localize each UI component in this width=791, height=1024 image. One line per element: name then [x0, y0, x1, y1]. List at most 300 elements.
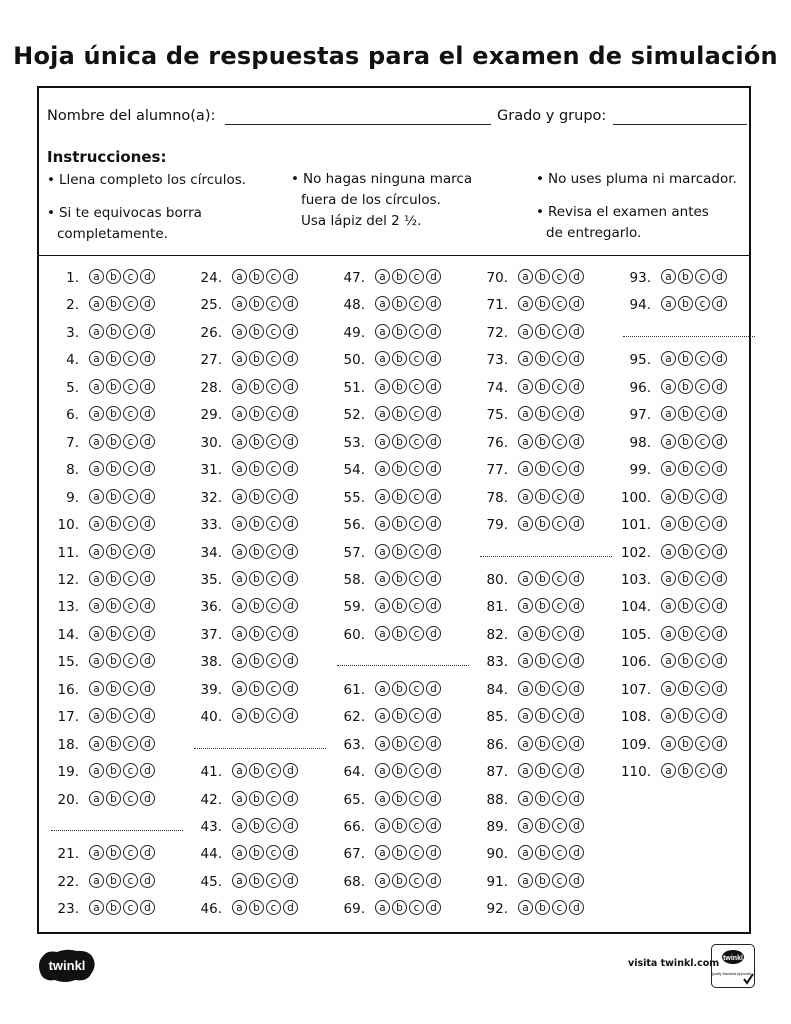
answer-bubble-b[interactable]: b — [535, 434, 550, 449]
answer-bubble-a[interactable]: a — [89, 626, 104, 641]
answer-bubble-a[interactable]: a — [89, 900, 104, 915]
answer-bubble-b[interactable]: b — [535, 406, 550, 421]
answer-bubble-b[interactable]: b — [392, 626, 407, 641]
answer-bubble-c[interactable]: c — [266, 379, 281, 394]
answer-bubble-a[interactable]: a — [661, 653, 676, 668]
answer-bubble-d[interactable]: d — [283, 434, 298, 449]
answer-bubble-a[interactable]: a — [375, 598, 390, 613]
answer-bubble-d[interactable]: d — [569, 763, 584, 778]
answer-bubble-b[interactable]: b — [392, 681, 407, 696]
answer-bubble-c[interactable]: c — [695, 598, 710, 613]
answer-bubble-a[interactable]: a — [661, 406, 676, 421]
answer-bubble-d[interactable]: d — [426, 324, 441, 339]
answer-bubble-a[interactable]: a — [89, 324, 104, 339]
answer-bubble-c[interactable]: c — [552, 598, 567, 613]
answer-bubble-c[interactable]: c — [695, 296, 710, 311]
answer-bubble-d[interactable]: d — [283, 324, 298, 339]
answer-bubble-c[interactable]: c — [695, 489, 710, 504]
answer-bubble-b[interactable]: b — [535, 489, 550, 504]
answer-bubble-b[interactable]: b — [535, 763, 550, 778]
answer-bubble-d[interactable]: d — [426, 681, 441, 696]
answer-bubble-a[interactable]: a — [232, 379, 247, 394]
answer-bubble-d[interactable]: d — [569, 489, 584, 504]
answer-bubble-d[interactable]: d — [426, 571, 441, 586]
answer-bubble-a[interactable]: a — [232, 489, 247, 504]
answer-bubble-d[interactable]: d — [569, 296, 584, 311]
answer-bubble-b[interactable]: b — [535, 269, 550, 284]
answer-bubble-b[interactable]: b — [249, 900, 264, 915]
answer-bubble-c[interactable]: c — [552, 763, 567, 778]
answer-bubble-b[interactable]: b — [678, 489, 693, 504]
answer-bubble-a[interactable]: a — [518, 626, 533, 641]
answer-bubble-a[interactable]: a — [518, 845, 533, 860]
answer-bubble-a[interactable]: a — [375, 296, 390, 311]
answer-bubble-c[interactable]: c — [409, 571, 424, 586]
answer-bubble-c[interactable]: c — [266, 269, 281, 284]
answer-bubble-b[interactable]: b — [678, 736, 693, 751]
answer-bubble-c[interactable]: c — [552, 626, 567, 641]
answer-bubble-d[interactable]: d — [712, 736, 727, 751]
answer-bubble-a[interactable]: a — [661, 516, 676, 531]
answer-bubble-a[interactable]: a — [375, 269, 390, 284]
answer-bubble-c[interactable]: c — [409, 351, 424, 366]
answer-bubble-d[interactable]: d — [283, 626, 298, 641]
answer-bubble-c[interactable]: c — [409, 845, 424, 860]
answer-bubble-b[interactable]: b — [535, 516, 550, 531]
answer-bubble-b[interactable]: b — [106, 626, 121, 641]
answer-bubble-c[interactable]: c — [695, 461, 710, 476]
answer-bubble-c[interactable]: c — [552, 681, 567, 696]
answer-bubble-d[interactable]: d — [712, 571, 727, 586]
answer-bubble-c[interactable]: c — [552, 461, 567, 476]
answer-bubble-d[interactable]: d — [569, 818, 584, 833]
answer-bubble-c[interactable]: c — [123, 434, 138, 449]
answer-bubble-b[interactable]: b — [249, 791, 264, 806]
answer-bubble-c[interactable]: c — [695, 708, 710, 723]
answer-bubble-d[interactable]: d — [426, 296, 441, 311]
answer-bubble-a[interactable]: a — [518, 269, 533, 284]
answer-bubble-b[interactable]: b — [249, 351, 264, 366]
answer-bubble-a[interactable]: a — [232, 626, 247, 641]
answer-bubble-d[interactable]: d — [569, 791, 584, 806]
answer-bubble-c[interactable]: c — [409, 626, 424, 641]
answer-bubble-d[interactable]: d — [569, 269, 584, 284]
answer-bubble-d[interactable]: d — [140, 873, 155, 888]
answer-bubble-d[interactable]: d — [426, 544, 441, 559]
answer-bubble-d[interactable]: d — [426, 434, 441, 449]
answer-bubble-a[interactable]: a — [375, 434, 390, 449]
answer-bubble-d[interactable]: d — [283, 544, 298, 559]
answer-bubble-c[interactable]: c — [266, 434, 281, 449]
answer-bubble-c[interactable]: c — [123, 489, 138, 504]
answer-bubble-d[interactable]: d — [140, 791, 155, 806]
answer-bubble-a[interactable]: a — [518, 708, 533, 723]
answer-bubble-a[interactable]: a — [89, 461, 104, 476]
answer-bubble-b[interactable]: b — [392, 736, 407, 751]
answer-bubble-d[interactable]: d — [426, 598, 441, 613]
answer-bubble-b[interactable]: b — [535, 598, 550, 613]
answer-bubble-d[interactable]: d — [283, 489, 298, 504]
answer-bubble-b[interactable]: b — [678, 626, 693, 641]
answer-bubble-d[interactable]: d — [426, 379, 441, 394]
answer-bubble-c[interactable]: c — [695, 406, 710, 421]
answer-bubble-d[interactable]: d — [283, 708, 298, 723]
answer-bubble-d[interactable]: d — [140, 516, 155, 531]
answer-bubble-c[interactable]: c — [552, 489, 567, 504]
answer-bubble-d[interactable]: d — [140, 763, 155, 778]
answer-bubble-d[interactable]: d — [712, 351, 727, 366]
answer-bubble-b[interactable]: b — [535, 900, 550, 915]
answer-bubble-a[interactable]: a — [89, 269, 104, 284]
answer-bubble-d[interactable]: d — [426, 489, 441, 504]
answer-bubble-b[interactable]: b — [106, 516, 121, 531]
answer-bubble-c[interactable]: c — [266, 681, 281, 696]
answer-bubble-a[interactable]: a — [89, 434, 104, 449]
answer-bubble-a[interactable]: a — [518, 900, 533, 915]
answer-bubble-b[interactable]: b — [392, 571, 407, 586]
answer-bubble-d[interactable]: d — [140, 845, 155, 860]
answer-bubble-b[interactable]: b — [106, 406, 121, 421]
answer-bubble-a[interactable]: a — [661, 626, 676, 641]
answer-bubble-d[interactable]: d — [569, 461, 584, 476]
answer-bubble-b[interactable]: b — [106, 489, 121, 504]
answer-bubble-b[interactable]: b — [535, 845, 550, 860]
answer-bubble-c[interactable]: c — [409, 598, 424, 613]
answer-bubble-a[interactable]: a — [375, 351, 390, 366]
answer-bubble-a[interactable]: a — [232, 406, 247, 421]
answer-bubble-d[interactable]: d — [712, 598, 727, 613]
answer-bubble-d[interactable]: d — [569, 845, 584, 860]
answer-bubble-b[interactable]: b — [249, 763, 264, 778]
answer-bubble-b[interactable]: b — [392, 900, 407, 915]
answer-bubble-d[interactable]: d — [140, 544, 155, 559]
answer-bubble-b[interactable]: b — [249, 818, 264, 833]
answer-bubble-b[interactable]: b — [678, 296, 693, 311]
answer-bubble-a[interactable]: a — [89, 681, 104, 696]
answer-bubble-a[interactable]: a — [89, 653, 104, 668]
answer-bubble-a[interactable]: a — [89, 351, 104, 366]
answer-bubble-c[interactable]: c — [123, 708, 138, 723]
answer-bubble-a[interactable]: a — [232, 708, 247, 723]
answer-bubble-d[interactable]: d — [283, 406, 298, 421]
answer-bubble-b[interactable]: b — [678, 598, 693, 613]
answer-bubble-b[interactable]: b — [392, 461, 407, 476]
answer-bubble-c[interactable]: c — [695, 269, 710, 284]
answer-bubble-b[interactable]: b — [106, 900, 121, 915]
answer-bubble-d[interactable]: d — [426, 708, 441, 723]
answer-bubble-d[interactable]: d — [426, 461, 441, 476]
answer-bubble-c[interactable]: c — [123, 736, 138, 751]
answer-bubble-d[interactable]: d — [140, 406, 155, 421]
answer-bubble-c[interactable]: c — [266, 818, 281, 833]
answer-bubble-d[interactable]: d — [426, 516, 441, 531]
answer-bubble-d[interactable]: d — [569, 571, 584, 586]
answer-bubble-b[interactable]: b — [678, 544, 693, 559]
answer-bubble-c[interactable]: c — [409, 406, 424, 421]
answer-bubble-d[interactable]: d — [569, 406, 584, 421]
answer-bubble-c[interactable]: c — [266, 598, 281, 613]
answer-bubble-b[interactable]: b — [535, 324, 550, 339]
answer-bubble-a[interactable]: a — [232, 324, 247, 339]
answer-bubble-d[interactable]: d — [283, 873, 298, 888]
answer-bubble-a[interactable]: a — [232, 571, 247, 586]
answer-bubble-d[interactable]: d — [140, 681, 155, 696]
answer-bubble-b[interactable]: b — [535, 736, 550, 751]
answer-bubble-b[interactable]: b — [249, 653, 264, 668]
answer-bubble-a[interactable]: a — [89, 873, 104, 888]
answer-bubble-c[interactable]: c — [552, 269, 567, 284]
answer-bubble-d[interactable]: d — [140, 434, 155, 449]
answer-bubble-a[interactable]: a — [518, 324, 533, 339]
answer-bubble-b[interactable]: b — [678, 571, 693, 586]
answer-bubble-a[interactable]: a — [518, 516, 533, 531]
answer-bubble-c[interactable]: c — [123, 461, 138, 476]
answer-bubble-d[interactable]: d — [426, 845, 441, 860]
answer-bubble-a[interactable]: a — [518, 461, 533, 476]
answer-bubble-c[interactable]: c — [123, 516, 138, 531]
answer-bubble-a[interactable]: a — [375, 626, 390, 641]
answer-bubble-a[interactable]: a — [661, 544, 676, 559]
answer-bubble-c[interactable]: c — [266, 845, 281, 860]
answer-bubble-d[interactable]: d — [426, 900, 441, 915]
answer-bubble-d[interactable]: d — [712, 653, 727, 668]
answer-bubble-c[interactable]: c — [409, 900, 424, 915]
answer-bubble-c[interactable]: c — [123, 626, 138, 641]
answer-bubble-a[interactable]: a — [661, 708, 676, 723]
answer-bubble-d[interactable]: d — [569, 708, 584, 723]
answer-bubble-a[interactable]: a — [89, 296, 104, 311]
answer-bubble-a[interactable]: a — [661, 763, 676, 778]
answer-bubble-b[interactable]: b — [678, 434, 693, 449]
answer-bubble-c[interactable]: c — [123, 296, 138, 311]
answer-bubble-c[interactable]: c — [409, 296, 424, 311]
answer-bubble-c[interactable]: c — [409, 379, 424, 394]
answer-bubble-b[interactable]: b — [535, 296, 550, 311]
answer-bubble-d[interactable]: d — [283, 900, 298, 915]
answer-bubble-b[interactable]: b — [249, 681, 264, 696]
answer-bubble-b[interactable]: b — [392, 406, 407, 421]
answer-bubble-c[interactable]: c — [695, 434, 710, 449]
answer-bubble-a[interactable]: a — [375, 489, 390, 504]
answer-bubble-d[interactable]: d — [569, 736, 584, 751]
answer-bubble-c[interactable]: c — [695, 351, 710, 366]
answer-bubble-a[interactable]: a — [661, 379, 676, 394]
answer-bubble-b[interactable]: b — [535, 873, 550, 888]
answer-bubble-a[interactable]: a — [232, 598, 247, 613]
answer-bubble-a[interactable]: a — [661, 351, 676, 366]
answer-bubble-a[interactable]: a — [89, 489, 104, 504]
answer-bubble-c[interactable]: c — [123, 598, 138, 613]
answer-bubble-d[interactable]: d — [712, 708, 727, 723]
answer-bubble-b[interactable]: b — [392, 351, 407, 366]
answer-bubble-b[interactable]: b — [535, 681, 550, 696]
answer-bubble-c[interactable]: c — [123, 406, 138, 421]
answer-bubble-d[interactable]: d — [140, 379, 155, 394]
grade-group-line[interactable] — [613, 124, 747, 125]
answer-bubble-d[interactable]: d — [712, 406, 727, 421]
answer-bubble-b[interactable]: b — [535, 818, 550, 833]
answer-bubble-a[interactable]: a — [232, 818, 247, 833]
answer-bubble-d[interactable]: d — [426, 873, 441, 888]
answer-bubble-b[interactable]: b — [535, 461, 550, 476]
answer-bubble-c[interactable]: c — [266, 873, 281, 888]
answer-bubble-c[interactable]: c — [552, 296, 567, 311]
answer-bubble-b[interactable]: b — [249, 845, 264, 860]
answer-bubble-b[interactable]: b — [678, 406, 693, 421]
answer-bubble-c[interactable]: c — [409, 818, 424, 833]
answer-bubble-b[interactable]: b — [249, 489, 264, 504]
answer-bubble-d[interactable]: d — [569, 379, 584, 394]
answer-bubble-d[interactable]: d — [140, 708, 155, 723]
answer-bubble-c[interactable]: c — [123, 351, 138, 366]
answer-bubble-d[interactable]: d — [283, 598, 298, 613]
answer-bubble-d[interactable]: d — [569, 434, 584, 449]
answer-bubble-c[interactable]: c — [123, 571, 138, 586]
answer-bubble-a[interactable]: a — [518, 681, 533, 696]
answer-bubble-c[interactable]: c — [695, 626, 710, 641]
answer-bubble-c[interactable]: c — [552, 653, 567, 668]
answer-bubble-d[interactable]: d — [712, 489, 727, 504]
answer-bubble-c[interactable]: c — [409, 324, 424, 339]
answer-bubble-b[interactable]: b — [392, 708, 407, 723]
answer-bubble-c[interactable]: c — [409, 736, 424, 751]
answer-bubble-d[interactable]: d — [140, 351, 155, 366]
answer-bubble-a[interactable]: a — [232, 516, 247, 531]
answer-bubble-b[interactable]: b — [678, 351, 693, 366]
answer-bubble-b[interactable]: b — [535, 708, 550, 723]
answer-bubble-a[interactable]: a — [518, 763, 533, 778]
answer-bubble-d[interactable]: d — [569, 324, 584, 339]
answer-bubble-a[interactable]: a — [89, 516, 104, 531]
answer-bubble-c[interactable]: c — [409, 544, 424, 559]
answer-bubble-b[interactable]: b — [392, 296, 407, 311]
answer-bubble-a[interactable]: a — [518, 791, 533, 806]
answer-bubble-d[interactable]: d — [283, 296, 298, 311]
answer-bubble-d[interactable]: d — [283, 653, 298, 668]
answer-bubble-a[interactable]: a — [375, 900, 390, 915]
answer-bubble-a[interactable]: a — [518, 818, 533, 833]
answer-bubble-d[interactable]: d — [569, 681, 584, 696]
answer-bubble-a[interactable]: a — [232, 873, 247, 888]
answer-bubble-a[interactable]: a — [375, 873, 390, 888]
answer-bubble-b[interactable]: b — [106, 681, 121, 696]
answer-bubble-b[interactable]: b — [106, 653, 121, 668]
answer-bubble-d[interactable]: d — [426, 269, 441, 284]
answer-bubble-b[interactable]: b — [392, 489, 407, 504]
answer-bubble-c[interactable]: c — [123, 900, 138, 915]
answer-bubble-d[interactable]: d — [283, 516, 298, 531]
answer-bubble-b[interactable]: b — [392, 516, 407, 531]
answer-bubble-b[interactable]: b — [249, 873, 264, 888]
answer-bubble-b[interactable]: b — [249, 544, 264, 559]
answer-bubble-b[interactable]: b — [392, 544, 407, 559]
answer-bubble-c[interactable]: c — [695, 379, 710, 394]
answer-bubble-a[interactable]: a — [518, 571, 533, 586]
answer-bubble-d[interactable]: d — [712, 434, 727, 449]
answer-bubble-b[interactable]: b — [678, 461, 693, 476]
answer-bubble-b[interactable]: b — [678, 763, 693, 778]
answer-bubble-b[interactable]: b — [249, 571, 264, 586]
answer-bubble-b[interactable]: b — [106, 324, 121, 339]
answer-bubble-d[interactable]: d — [712, 763, 727, 778]
answer-bubble-a[interactable]: a — [232, 653, 247, 668]
answer-bubble-d[interactable]: d — [426, 626, 441, 641]
answer-bubble-a[interactable]: a — [375, 763, 390, 778]
answer-bubble-b[interactable]: b — [392, 791, 407, 806]
answer-bubble-a[interactable]: a — [232, 681, 247, 696]
answer-bubble-a[interactable]: a — [661, 736, 676, 751]
student-name-line[interactable] — [225, 124, 491, 125]
answer-bubble-a[interactable]: a — [375, 791, 390, 806]
answer-bubble-b[interactable]: b — [249, 269, 264, 284]
answer-bubble-d[interactable]: d — [283, 818, 298, 833]
answer-bubble-c[interactable]: c — [409, 681, 424, 696]
answer-bubble-c[interactable]: c — [695, 763, 710, 778]
answer-bubble-d[interactable]: d — [426, 818, 441, 833]
answer-bubble-c[interactable]: c — [552, 351, 567, 366]
answer-bubble-a[interactable]: a — [89, 544, 104, 559]
answer-bubble-a[interactable]: a — [375, 516, 390, 531]
answer-bubble-a[interactable]: a — [375, 544, 390, 559]
answer-bubble-c[interactable]: c — [409, 269, 424, 284]
answer-bubble-d[interactable]: d — [426, 736, 441, 751]
answer-bubble-c[interactable]: c — [409, 708, 424, 723]
answer-bubble-b[interactable]: b — [106, 379, 121, 394]
answer-bubble-a[interactable]: a — [89, 598, 104, 613]
answer-bubble-b[interactable]: b — [678, 653, 693, 668]
answer-bubble-c[interactable]: c — [409, 763, 424, 778]
answer-bubble-c[interactable]: c — [552, 571, 567, 586]
answer-bubble-a[interactable]: a — [89, 791, 104, 806]
answer-bubble-d[interactable]: d — [712, 461, 727, 476]
answer-bubble-d[interactable]: d — [712, 516, 727, 531]
answer-bubble-d[interactable]: d — [140, 571, 155, 586]
answer-bubble-d[interactable]: d — [140, 324, 155, 339]
answer-bubble-c[interactable]: c — [552, 516, 567, 531]
answer-bubble-a[interactable]: a — [375, 406, 390, 421]
answer-bubble-a[interactable]: a — [375, 845, 390, 860]
answer-bubble-d[interactable]: d — [426, 791, 441, 806]
answer-bubble-a[interactable]: a — [375, 736, 390, 751]
answer-bubble-a[interactable]: a — [518, 873, 533, 888]
answer-bubble-d[interactable]: d — [140, 653, 155, 668]
answer-bubble-d[interactable]: d — [140, 296, 155, 311]
answer-bubble-c[interactable]: c — [266, 351, 281, 366]
answer-bubble-b[interactable]: b — [249, 516, 264, 531]
answer-bubble-c[interactable]: c — [695, 736, 710, 751]
answer-bubble-c[interactable]: c — [552, 818, 567, 833]
answer-bubble-d[interactable]: d — [283, 269, 298, 284]
answer-bubble-d[interactable]: d — [283, 681, 298, 696]
answer-bubble-b[interactable]: b — [249, 324, 264, 339]
answer-bubble-c[interactable]: c — [552, 324, 567, 339]
answer-bubble-b[interactable]: b — [106, 708, 121, 723]
answer-bubble-a[interactable]: a — [89, 736, 104, 751]
answer-bubble-b[interactable]: b — [106, 461, 121, 476]
answer-bubble-d[interactable]: d — [712, 681, 727, 696]
answer-bubble-d[interactable]: d — [140, 489, 155, 504]
answer-bubble-c[interactable]: c — [123, 873, 138, 888]
answer-bubble-d[interactable]: d — [569, 598, 584, 613]
answer-bubble-c[interactable]: c — [552, 434, 567, 449]
answer-bubble-b[interactable]: b — [249, 406, 264, 421]
answer-bubble-c[interactable]: c — [695, 516, 710, 531]
answer-bubble-d[interactable]: d — [712, 296, 727, 311]
answer-bubble-a[interactable]: a — [232, 544, 247, 559]
answer-bubble-c[interactable]: c — [552, 900, 567, 915]
answer-bubble-d[interactable]: d — [426, 351, 441, 366]
answer-bubble-b[interactable]: b — [106, 736, 121, 751]
